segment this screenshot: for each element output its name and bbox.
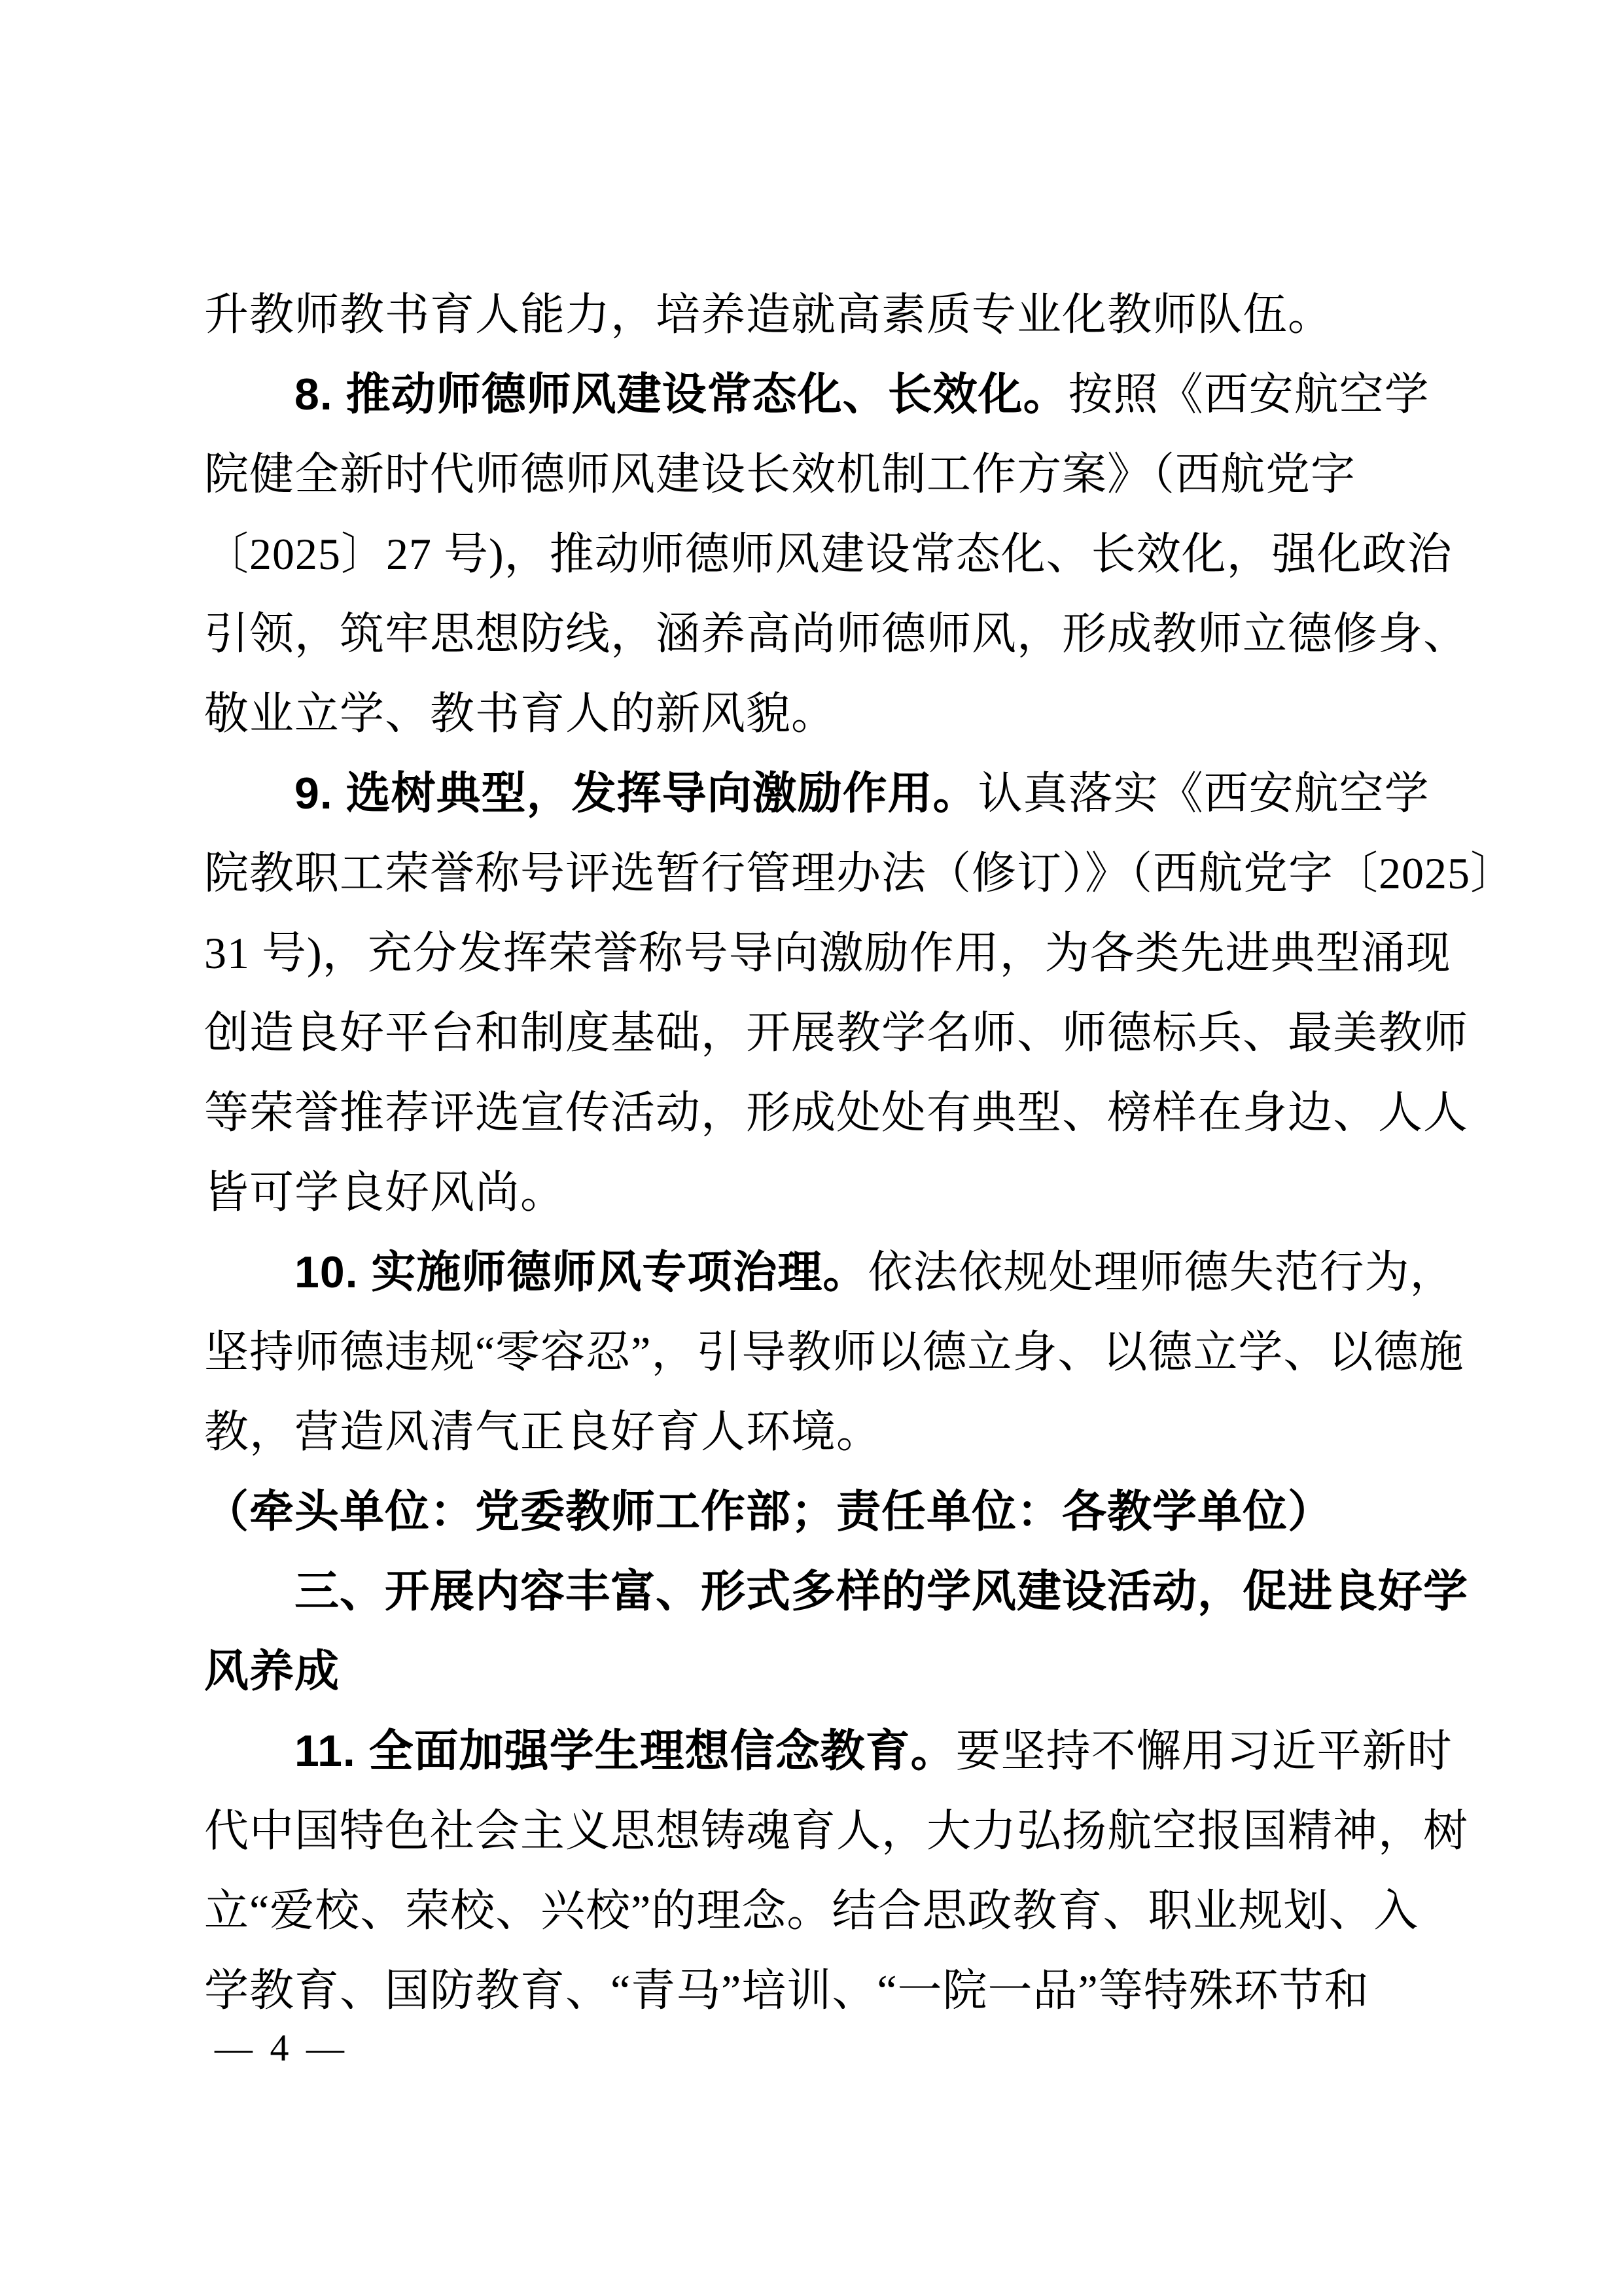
document-text-block bbox=[204, 275, 1516, 2030]
text-line bbox=[204, 674, 1429, 754]
bold-run: 风养成 bbox=[204, 1646, 340, 1696]
text-line bbox=[204, 1472, 1429, 1552]
body-run: 依法依规处理师德失范行为， bbox=[868, 1247, 1455, 1297]
bold-run: 9. 选树典型，发挥导向激励作用。 bbox=[294, 769, 978, 818]
text-line bbox=[204, 833, 1516, 913]
text-line bbox=[204, 1073, 1469, 1153]
section-heading-line bbox=[204, 1631, 1429, 1711]
body-run: 敬业立学、教书育人的新风貌。 bbox=[204, 689, 837, 739]
text-line bbox=[204, 355, 1429, 434]
text-line bbox=[204, 1791, 1469, 1871]
body-run: 31 号)，充分发挥荣誉称号导向激励作用，为各类先进典型涌现 bbox=[204, 928, 1451, 978]
text-line bbox=[204, 913, 1451, 993]
bold-run: 8. 推动师德师风建设常态化、长效化。 bbox=[294, 370, 1068, 419]
body-run: 坚持师德违规“零容忍”，引导教师以德立身、以德立学、以德施 bbox=[204, 1327, 1464, 1377]
body-run: 代中国特色社会主义思想铸魂育人，大力弘扬航空报国精神，树 bbox=[204, 1806, 1469, 1856]
body-run: 要坚持不懈用习近平新时 bbox=[955, 1726, 1453, 1776]
text-line bbox=[204, 1871, 1429, 1951]
body-run: 引领，筑牢思想防线，涵养高尚师德师风，形成教师立德修身、 bbox=[204, 609, 1469, 659]
text-line bbox=[204, 754, 1429, 833]
section-heading-line bbox=[204, 1552, 1469, 1631]
body-run: 院教职工荣誉称号评选暂行管理办法（修订）》（西航党字〔2025〕 bbox=[204, 848, 1516, 898]
text-line bbox=[204, 1951, 1429, 2030]
text-line bbox=[204, 1153, 1429, 1232]
body-run: 皆可学良好风尚。 bbox=[204, 1168, 566, 1217]
text-line bbox=[204, 514, 1453, 594]
body-run: 等荣誉推荐评选宣传活动，形成处处有典型、榜样在身边、人人 bbox=[204, 1088, 1469, 1138]
body-run: 按照《西安航空学 bbox=[1068, 370, 1430, 419]
body-run: 教，营造风清气正良好育人环境。 bbox=[204, 1407, 882, 1457]
text-line bbox=[204, 275, 1429, 355]
body-run: 升教师教书育人能力，培养造就高素质专业化教师队伍。 bbox=[204, 290, 1333, 339]
text-line bbox=[204, 1312, 1464, 1392]
text-line bbox=[204, 993, 1469, 1073]
page-number: — 4 — bbox=[215, 2026, 348, 2069]
text-line bbox=[204, 1392, 1429, 1472]
body-run: 认真落实《西安航空学 bbox=[978, 769, 1430, 818]
body-run: 立“爱校、荣校、兴校”的理念。结合思政教育、职业规划、入 bbox=[204, 1886, 1419, 1936]
bold-run: （牵头单位：党委教师工作部；责任单位：各教学单位） bbox=[204, 1487, 1333, 1537]
body-run: 创造良好平台和制度基础，开展教学名师、师德标兵、最美教师 bbox=[204, 1008, 1469, 1058]
body-run: 〔2025〕27 号)，推动师德师风建设常态化、长效化，强化政治 bbox=[204, 529, 1453, 579]
body-run: 学教育、国防教育、“青马”培训、“一院一品”等特殊环节和 bbox=[204, 1966, 1369, 2015]
text-line bbox=[204, 434, 1429, 514]
text-line bbox=[204, 1232, 1455, 1312]
bold-run: 11. 全面加强学生理想信念教育。 bbox=[294, 1726, 956, 1776]
body-run: 院健全新时代师德师风建设长效机制工作方案》（西航党字 bbox=[204, 449, 1356, 499]
bold-run: 10. 实施师德师风专项治理。 bbox=[294, 1247, 868, 1297]
text-line bbox=[204, 594, 1469, 674]
bold-run: 三、开展内容丰富、形式多样的学风建设活动，促进良好学 bbox=[294, 1567, 1469, 1616]
text-line bbox=[204, 1711, 1453, 1791]
